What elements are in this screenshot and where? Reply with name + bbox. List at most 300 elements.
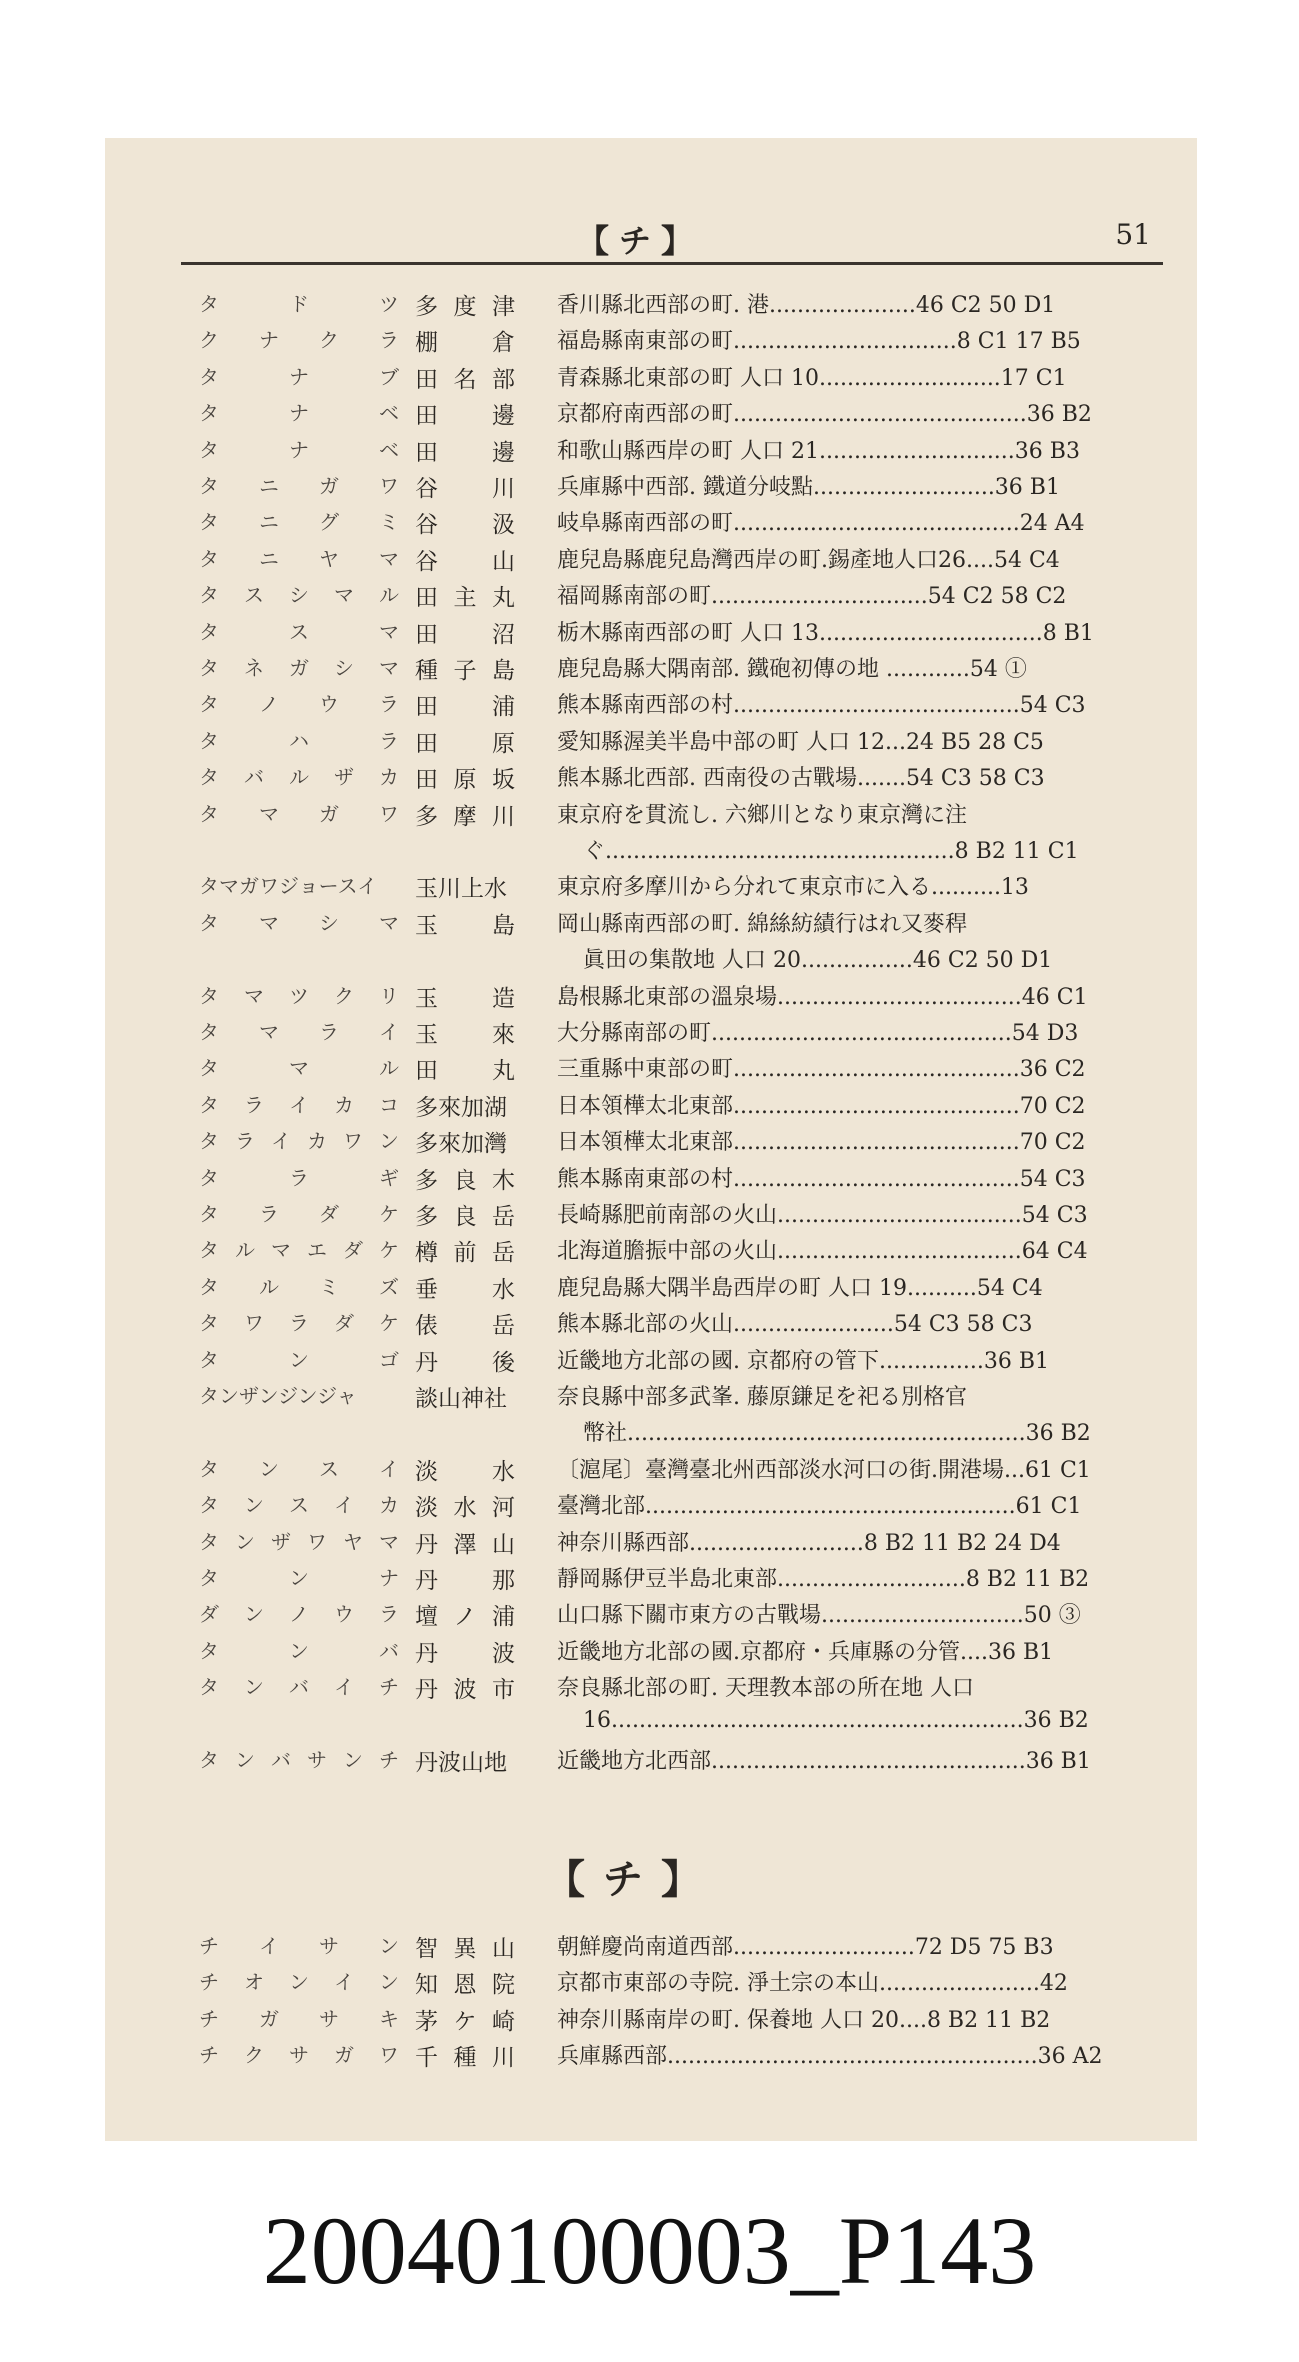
reading-char: タ: [199, 1092, 219, 1117]
entry-name: [415, 652, 515, 685]
entry-description: 京都市東部の寺院. 淨土宗の本山.......................42: [557, 1971, 1068, 1997]
reading-char: イ: [289, 1092, 309, 1117]
name-char: 水: [492, 1458, 515, 1485]
reading-char: ン: [289, 1638, 309, 1663]
list-item: [105, 1016, 1197, 1052]
reading-char: シ: [334, 656, 354, 680]
reading-char: サ: [319, 1934, 339, 1958]
name-char: 主: [453, 585, 477, 612]
entry-name: [415, 579, 515, 612]
entry-description: 熊本縣南西部の村.........................................54 C3: [557, 693, 1086, 719]
name-char: 玉: [415, 912, 438, 939]
entry-description: 北海道膽振中部の火山...................................64 C4: [557, 1239, 1088, 1265]
page-number: 51: [1115, 218, 1151, 251]
reading-char: ケ: [379, 1238, 399, 1263]
reading-char: ン: [289, 1970, 309, 1995]
reading-char: ク: [244, 2043, 264, 2068]
name-char: 山: [492, 1936, 515, 1962]
list-item: [105, 834, 1197, 870]
entry-name: [415, 1380, 515, 1413]
reading-char: タ: [199, 1020, 219, 1044]
entry-description: 臺灣北部.....................................................61 C1: [557, 1494, 1082, 1520]
list-item: [105, 1744, 1197, 1780]
list-item: [105, 798, 1197, 834]
reading-char: チ: [199, 2006, 219, 2031]
entry-description: 近畿地方北西部.............................................36 B1: [557, 1749, 1091, 1774]
reading-char: イ: [271, 1129, 291, 1154]
entry-description: 日本領樺太北東部.........................................70 C2: [557, 1130, 1086, 1156]
name-char: 部: [492, 366, 515, 393]
entry-name: [415, 1526, 515, 1559]
name-char: 田: [415, 767, 438, 794]
reading-char: ニ: [259, 510, 279, 535]
name-char: 沼: [492, 621, 515, 648]
name-char: 山: [492, 1531, 515, 1558]
reading-char: ガ: [334, 2043, 354, 2068]
entry-reading: [199, 1966, 399, 1995]
entry-reading: [199, 543, 399, 572]
name-char: 水: [492, 1276, 515, 1303]
reading-char: タ: [199, 1165, 219, 1190]
name-char: 邊: [492, 439, 515, 466]
entry-description: 東京府多摩川から分れて東京市に入る..........13: [557, 875, 1029, 901]
list-item: [105, 1089, 1197, 1125]
reading-char: イ: [334, 1970, 354, 1995]
entry-name: [415, 397, 515, 430]
entry-description: 兵庫縣西部.....................................................36 A2: [557, 2044, 1103, 2070]
reading-char: ギ: [379, 1165, 399, 1190]
name-char: 玉川上水: [415, 876, 507, 903]
name-char: 田: [415, 621, 438, 648]
name-char: 樽: [415, 1240, 438, 1267]
entry-reading: [199, 397, 399, 426]
entry-reading: [199, 1016, 399, 1045]
entry-reading: [199, 1671, 399, 1700]
name-char: 談山神社: [415, 1386, 507, 1412]
entry-continuation: 幣社.........................................................36 B2: [583, 1421, 1091, 1447]
name-char: 水: [453, 1495, 477, 1522]
entry-reading: [199, 1125, 399, 1154]
name-char: 田: [415, 1058, 438, 1085]
name-char: 浦: [492, 1604, 515, 1631]
entry-name: [415, 2003, 515, 2036]
reading-char: マ: [379, 546, 399, 571]
reading-char: ス: [289, 1493, 309, 1518]
entry-reading: [199, 506, 399, 535]
reading-char: チ: [379, 1748, 399, 1772]
name-char: 淡: [415, 1458, 438, 1485]
name-char: 澤: [453, 1531, 477, 1558]
reading-char: ル: [289, 765, 309, 790]
name-char: 丹: [415, 1349, 438, 1376]
list-item: [105, 1489, 1197, 1525]
reading-char: サ: [307, 1748, 327, 1772]
name-char: 岳: [492, 1313, 515, 1340]
name-char: 智: [415, 1936, 438, 1962]
entry-description: 栃木縣南西部の町 人口 13................................8 B1: [557, 620, 1094, 646]
reading-char: チ: [199, 1934, 219, 1958]
entry-reading: [199, 725, 399, 754]
name-char: 田: [415, 730, 438, 757]
reading-char: カ: [307, 1129, 327, 1154]
name-char: ケ: [453, 2008, 477, 2035]
name-char: 茅: [415, 2008, 438, 2035]
name-char: 後: [492, 1349, 515, 1376]
entry-description: 福岡縣南部の町...............................54 C2 58 C2: [557, 584, 1067, 610]
reading-char: ナ: [289, 364, 309, 389]
list-item: [105, 2003, 1197, 2039]
reading-char: ラ: [379, 328, 399, 353]
name-char: 川: [492, 2045, 515, 2072]
list-item: [105, 1562, 1197, 1598]
entry-name: [415, 1344, 515, 1377]
list-item: [105, 1162, 1197, 1198]
reading-char: ガ: [259, 2006, 279, 2031]
page-header: [105, 138, 1197, 258]
reading-char: ン: [259, 1456, 279, 1481]
reading-char: マ: [379, 656, 399, 680]
reading-char: ニ: [259, 474, 279, 498]
reading-char: マ: [334, 583, 354, 608]
entry-reading: [199, 1453, 399, 1482]
entry-description: 京都府南西部の町..........................................36 B2: [557, 402, 1092, 428]
reading-char: ス: [289, 619, 309, 644]
reading-char: マ: [379, 910, 399, 935]
reading-char: ガ: [289, 656, 309, 680]
list-item: [105, 397, 1197, 433]
reading-char: ラ: [235, 1129, 255, 1154]
reading-char: ブ: [379, 364, 399, 389]
reading-char: タ: [199, 474, 219, 498]
name-char: 邊: [492, 403, 515, 430]
entry-description: 靜岡縣伊豆半島北東部...........................8 B2 11 B2: [557, 1567, 1090, 1592]
reading-char: タ: [199, 765, 219, 790]
entry-description: 長崎縣肥前南部の火山...................................54 C3: [557, 1203, 1088, 1228]
name-char: 玉: [415, 1022, 438, 1048]
entry-description: 大分縣南部の町...........................................54 D3: [557, 1021, 1079, 1046]
entry-name: [415, 616, 515, 649]
entry-description: 鹿兒島縣大隅南部. 鐵砲初傳の地 ............54 ①: [557, 657, 1027, 682]
reading-char: ス: [319, 1456, 339, 1481]
reading-char: ズ: [379, 1274, 399, 1299]
entry-reading: [199, 2039, 399, 2068]
reading-char: タマガワジョースイ: [199, 874, 378, 899]
name-char: 異: [453, 1936, 477, 1962]
entry-name: [415, 1307, 515, 1340]
name-char: 子: [453, 658, 477, 684]
reading-char: ノ: [259, 692, 279, 717]
entry-name: [415, 1271, 515, 1304]
name-char: 丸: [492, 1058, 515, 1085]
reading-char: カ: [334, 1092, 354, 1117]
reading-char: キ: [379, 2006, 399, 2031]
list-item: [105, 1307, 1197, 1343]
list-item: [105, 1708, 1197, 1744]
name-char: 種: [415, 658, 438, 684]
list-item: [105, 1635, 1197, 1671]
reading-char: ナ: [289, 437, 309, 462]
name-char: 前: [453, 1240, 477, 1267]
reading-char: タ: [199, 728, 219, 753]
reading-char: マ: [259, 801, 279, 826]
name-char: 市: [492, 1677, 515, 1704]
list-item: [105, 288, 1197, 324]
reading-char: タ: [199, 1311, 219, 1336]
reading-char: マ: [259, 910, 279, 935]
name-char: 田: [415, 694, 438, 721]
entry-description: 近畿地方北部の國. 京都府の管下...............36 B1: [557, 1348, 1050, 1374]
entry-description: 三重縣中東部の町.........................................36 C2: [557, 1057, 1086, 1083]
page-title: 【チ】: [577, 222, 704, 260]
entry-name: [415, 1016, 515, 1049]
name-char: 玉: [415, 985, 438, 1012]
reading-char: タ: [199, 1238, 219, 1263]
reading-char: ク: [199, 328, 219, 353]
reading-char: タ: [199, 1347, 219, 1372]
reading-char: タ: [199, 1493, 219, 1518]
reading-char: カ: [379, 1493, 399, 1518]
reading-char: ウ: [334, 1602, 354, 1627]
reading-char: マ: [244, 983, 264, 1008]
reading-char: タ: [199, 510, 219, 535]
reading-char: タ: [199, 1129, 219, 1154]
reading-char: リ: [379, 983, 399, 1008]
reading-char: イ: [334, 1675, 354, 1700]
entry-reading: [199, 761, 399, 790]
list-item: [105, 1271, 1197, 1307]
entry-reading: [199, 1307, 399, 1336]
reading-char: ル: [379, 1056, 399, 1081]
reading-char: シ: [289, 583, 309, 608]
name-char: 丹: [415, 1568, 438, 1594]
reading-char: タ: [199, 692, 219, 717]
name-char: 摩: [453, 803, 477, 830]
entry-reading: [199, 1489, 399, 1518]
reading-char: ン: [289, 1566, 309, 1590]
reading-char: マ: [271, 1238, 291, 1263]
reading-char: ダ: [343, 1238, 363, 1263]
reading-char: タ: [199, 1566, 219, 1590]
reading-char: タ: [199, 1748, 219, 1772]
name-char: 多: [415, 803, 438, 830]
name-char: 田: [415, 439, 438, 466]
reading-char: マ: [379, 619, 399, 644]
entry-description: 熊本縣南東部の村.........................................54 C3: [557, 1166, 1086, 1192]
reading-char: イ: [259, 1934, 279, 1958]
list-item: [105, 943, 1197, 979]
reading-char: ガ: [319, 474, 339, 498]
entry-description: 神奈川縣南岸の町. 保養地 人口 20....8 B2 11 B2: [557, 2007, 1051, 2033]
list-item: [105, 652, 1197, 688]
reading-char: エ: [307, 1238, 327, 1263]
reading-char: チ: [199, 2043, 219, 2068]
entry-name: [415, 1125, 515, 1158]
name-char: 津: [492, 294, 515, 320]
reading-char: ワ: [379, 474, 399, 498]
entry-reading: [199, 1380, 399, 1409]
entry-reading: [199, 470, 399, 499]
entry-description: 福島縣南東部の町................................8 C1 17 B5: [557, 329, 1081, 355]
reading-char: ラ: [244, 1092, 264, 1117]
reading-char: タ: [199, 910, 219, 935]
entry-name: [415, 725, 515, 758]
name-char: 波: [492, 1640, 515, 1667]
name-char: 丹: [415, 1640, 438, 1667]
entry-continuation: ぐ..................................................8 B2 11 C1: [583, 839, 1079, 864]
entry-name: [415, 434, 515, 467]
list-item: [105, 434, 1197, 470]
name-char: 河: [492, 1495, 515, 1522]
name-char: 川: [492, 803, 515, 830]
reading-char: ワ: [379, 801, 399, 826]
reading-char: ン: [235, 1529, 255, 1554]
reading-char: ツ: [379, 292, 399, 316]
reading-char: ル: [379, 583, 399, 608]
name-char: 波: [453, 1677, 477, 1704]
list-item: [105, 1453, 1197, 1489]
reading-char: ザ: [271, 1529, 291, 1554]
entry-reading: [199, 1234, 399, 1263]
entry-name: [415, 1052, 515, 1085]
name-char: 汲: [492, 512, 515, 539]
name-char: ノ: [453, 1604, 477, 1631]
reading-char: カ: [379, 765, 399, 790]
entry-reading: [199, 870, 399, 899]
list-item: [105, 1966, 1197, 2002]
entry-name: [415, 1598, 515, 1631]
reading-char: チ: [379, 1675, 399, 1700]
reading-char: タ: [199, 656, 219, 680]
entry-reading: [199, 980, 399, 1009]
reading-char: ラ: [379, 1602, 399, 1627]
reading-char: タ: [199, 583, 219, 608]
reading-char: ニ: [259, 546, 279, 571]
reading-char: ダ: [319, 1202, 339, 1226]
reading-char: タ: [199, 1202, 219, 1226]
list-item: [105, 1125, 1197, 1161]
entry-name: [415, 1671, 515, 1704]
name-char: 名: [453, 366, 477, 393]
entry-reading: [199, 1198, 399, 1227]
entry-description: 熊本縣北西部. 西南役の古戰場.......54 C3 58 C3: [557, 766, 1045, 792]
entry-name: [415, 1162, 515, 1195]
reading-char: ハ: [289, 728, 309, 753]
entry-description: 〔滬尾〕臺灣臺北州西部淡水河口の街.開港場...61 C1: [557, 1457, 1091, 1483]
name-char: 壇: [415, 1604, 438, 1631]
entry-reading: [199, 361, 399, 390]
reading-char: イ: [379, 1020, 399, 1044]
entry-description: 近畿地方北部の國.京都府・兵庫縣の分管....36 B1: [557, 1639, 1054, 1665]
list-item: [105, 324, 1197, 360]
reading-char: タ: [199, 1675, 219, 1700]
name-char: 田: [415, 585, 438, 612]
entry-reading: [199, 434, 399, 463]
name-char: 種: [453, 2045, 477, 2072]
entry-reading: [199, 1271, 399, 1300]
list-item: [105, 1930, 1197, 1966]
name-char: 川: [492, 476, 515, 502]
entry-description: 和歌山縣西岸の町 人口 21............................36 B3: [557, 438, 1080, 464]
entry-reading: [199, 1930, 399, 1959]
list-item: [105, 470, 1197, 506]
reading-char: チ: [199, 1970, 219, 1995]
reading-char: タ: [199, 1056, 219, 1081]
list-item: [105, 506, 1197, 542]
list-item: [105, 579, 1197, 615]
name-char: 丹波山地: [415, 1750, 507, 1776]
reading-char: ン: [235, 1748, 255, 1772]
reading-char: タ: [199, 983, 219, 1008]
list-item: [105, 616, 1197, 652]
entry-reading: [199, 1089, 399, 1118]
reading-char: サ: [319, 2006, 339, 2031]
entry-reading: [199, 2003, 399, 2032]
entry-name: [415, 288, 515, 321]
entry-name: [415, 324, 515, 357]
name-char: 岳: [492, 1204, 515, 1230]
reading-char: ダ: [334, 1311, 354, 1336]
name-char: 倉: [492, 330, 515, 357]
reading-char: タ: [199, 546, 219, 571]
reading-char: ラ: [289, 1311, 309, 1336]
reading-char: ス: [244, 583, 264, 608]
reading-char: ン: [289, 1347, 309, 1372]
reading-char: タ: [199, 292, 219, 316]
entry-name: [415, 1635, 515, 1668]
entry-description: 香川縣北西部の町. 港.....................46 C2 50 D1: [557, 293, 1056, 318]
entry-reading: [199, 1598, 399, 1627]
reading-char: タ: [199, 1456, 219, 1481]
name-char: 丹: [415, 1677, 438, 1704]
reading-char: ワ: [307, 1529, 327, 1554]
entry-description: 神奈川縣西部.........................8 B2 11 B2 24 D4: [557, 1530, 1061, 1556]
name-char: 來: [492, 1022, 515, 1048]
name-char: 多來加湖: [415, 1094, 507, 1121]
reading-char: ダ: [199, 1602, 219, 1627]
reading-char: タ: [199, 1529, 219, 1554]
reading-char: ワ: [244, 1311, 264, 1336]
entry-description: 熊本縣北部の火山.......................54 C3 58 C3: [557, 1312, 1033, 1338]
reading-char: ケ: [379, 1311, 399, 1336]
reading-char: ン: [244, 1493, 264, 1518]
entry-name: [415, 1562, 515, 1595]
entry-name: [415, 1489, 515, 1522]
reading-char: ン: [379, 1970, 399, 1995]
name-char: 多: [415, 1204, 438, 1230]
name-char: 俵: [415, 1313, 438, 1340]
name-char: 知: [415, 1972, 438, 1999]
reading-char: ゴ: [379, 1347, 399, 1372]
entry-description: 島根縣北東部の溫泉場...................................46 C1: [557, 984, 1088, 1010]
entry-description: 朝鮮慶尚南道西部..........................72 D5 75 B3: [557, 1935, 1054, 1960]
entry-name: [415, 2039, 515, 2072]
name-char: 良: [453, 1167, 477, 1194]
list-item: [105, 1344, 1197, 1380]
entry-name: [415, 543, 515, 576]
reading-char: タ: [199, 801, 219, 826]
entry-description: 青森縣北東部の町 人口 10..........................17 C1: [557, 365, 1067, 391]
entry-reading: [199, 1052, 399, 1081]
name-char: 千: [415, 2045, 438, 2072]
entry-name: [415, 506, 515, 539]
reading-char: ン: [343, 1748, 363, 1772]
name-char: 坂: [492, 767, 515, 794]
reading-char: ン: [244, 1675, 264, 1700]
name-char: 丸: [492, 585, 515, 612]
entry-reading: [199, 288, 399, 317]
reading-char: ラ: [259, 1202, 279, 1226]
reading-char: ン: [379, 1934, 399, 1958]
